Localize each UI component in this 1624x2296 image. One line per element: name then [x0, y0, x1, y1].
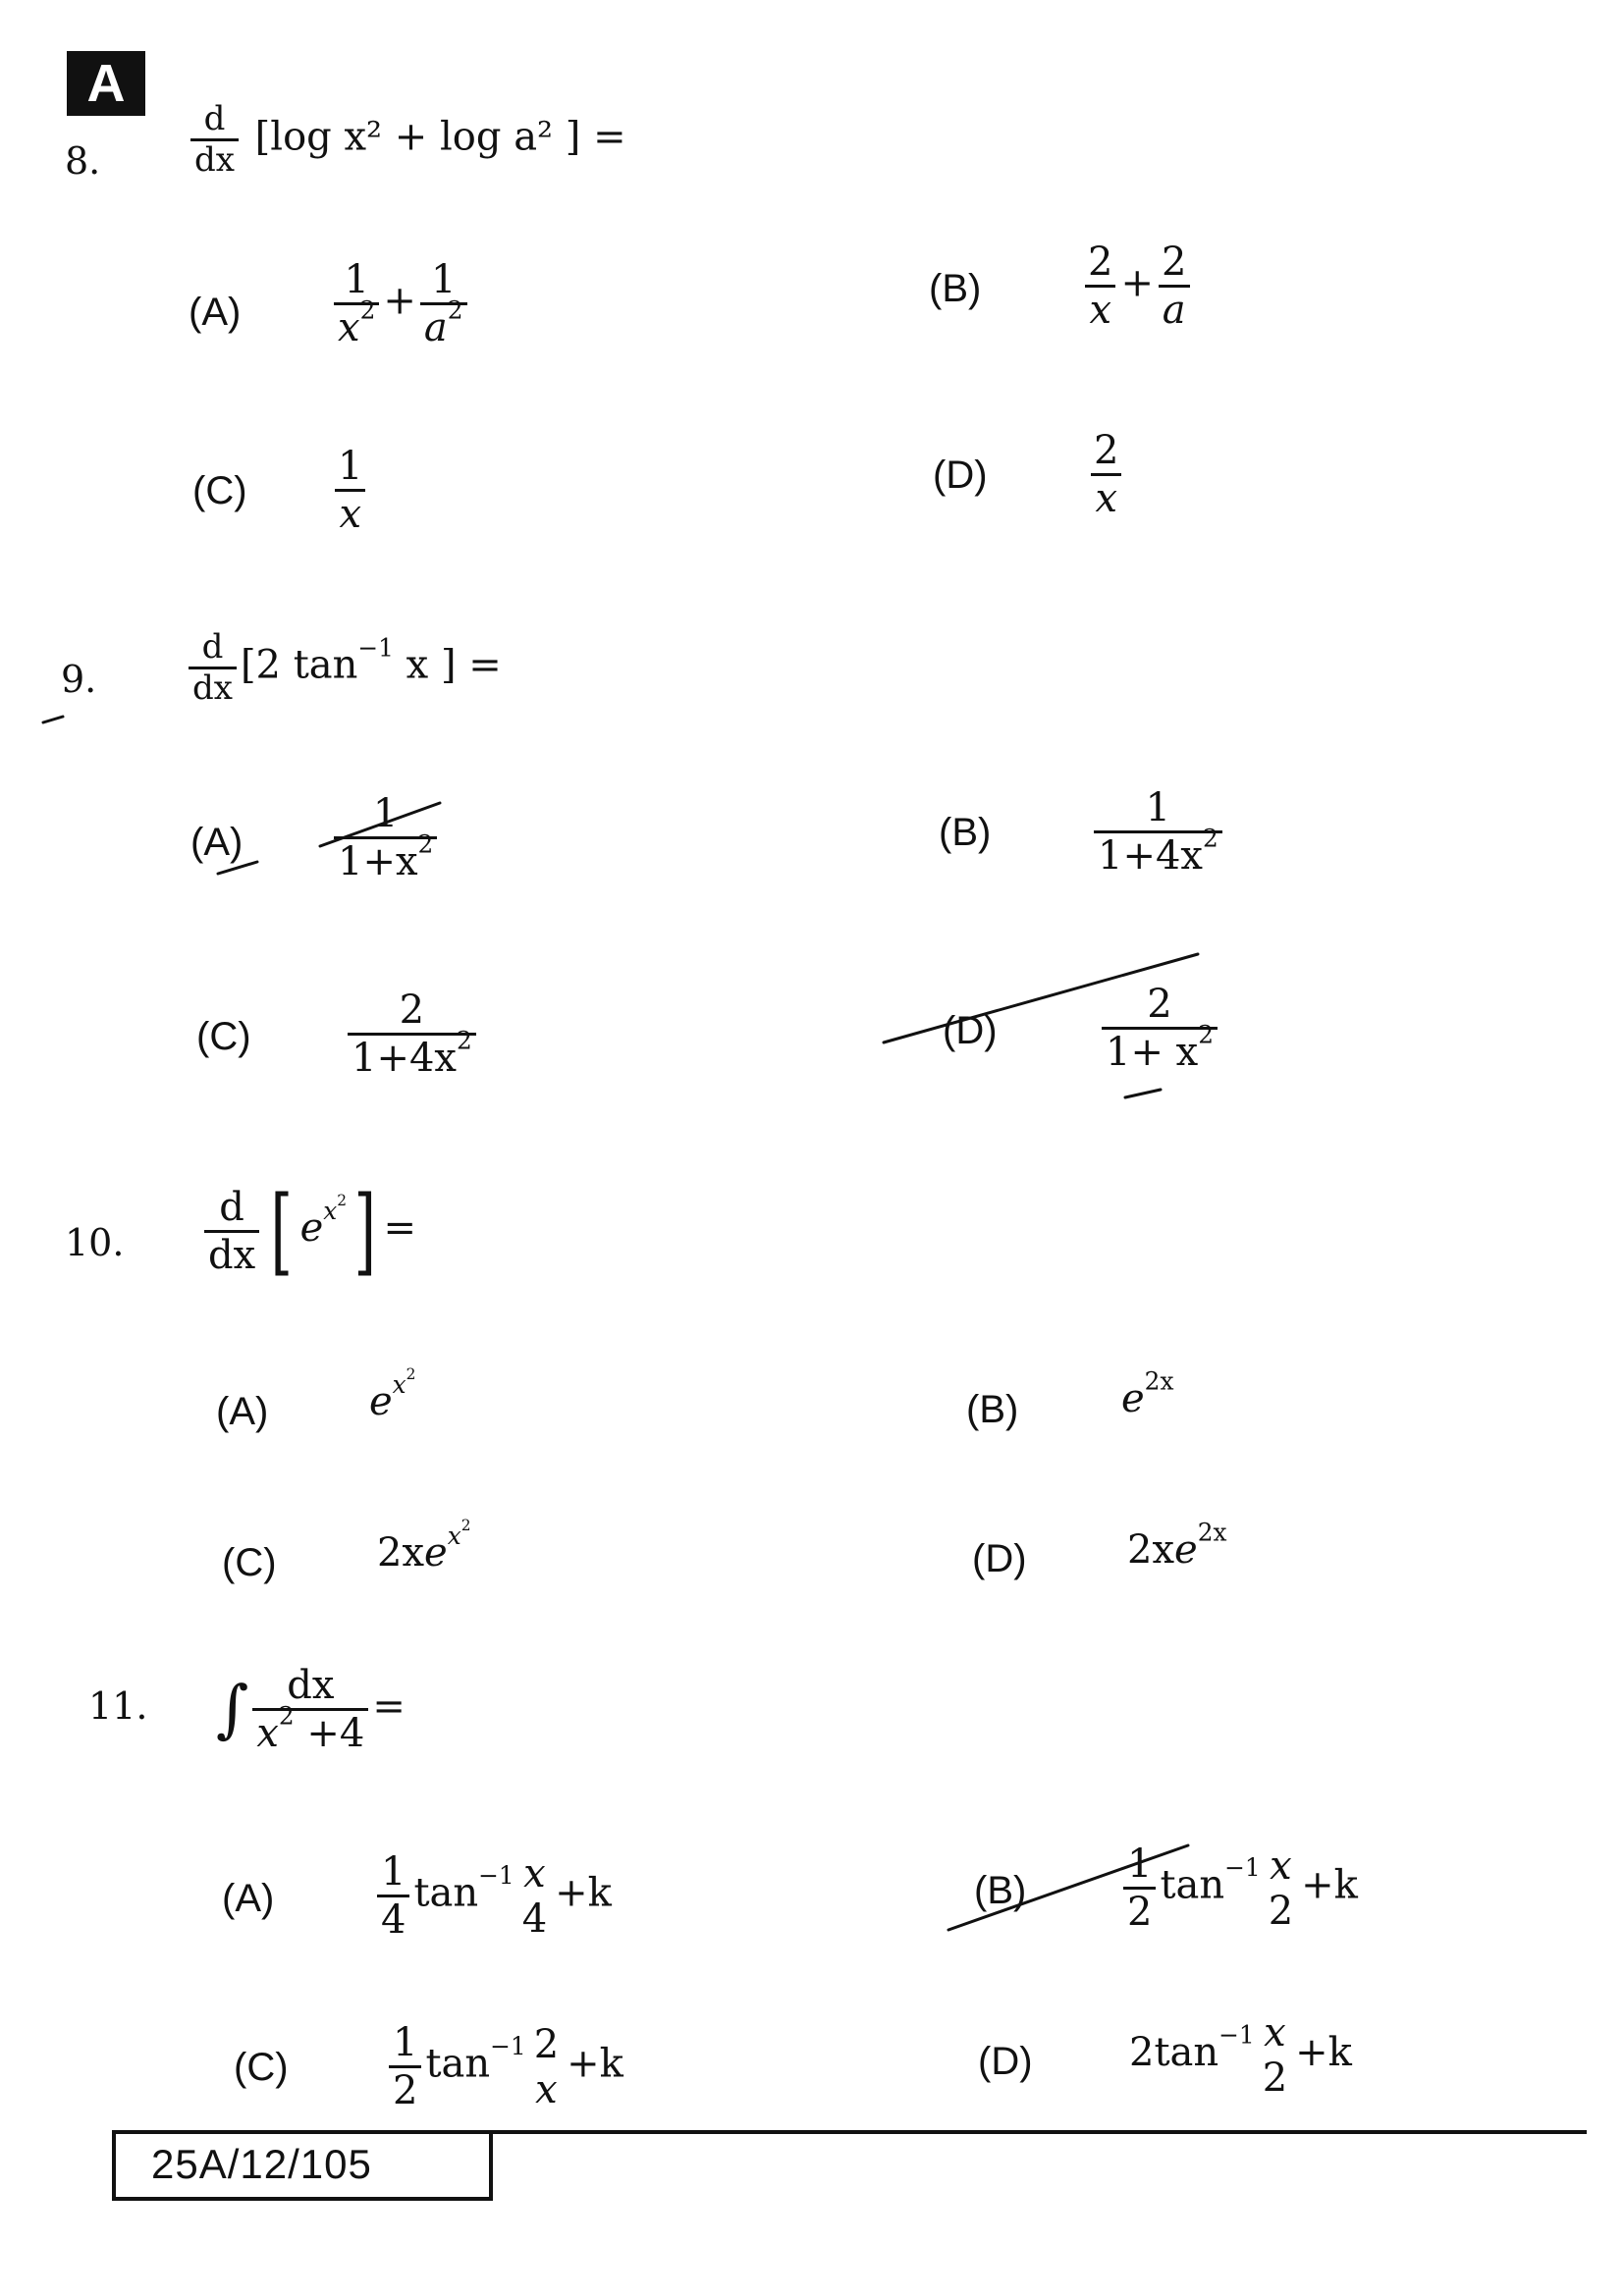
- exponent: −1: [490, 2032, 526, 2061]
- base: a: [423, 305, 448, 350]
- function-name: tan: [413, 1870, 479, 1916]
- section-badge: A: [67, 51, 145, 116]
- numerator: dx: [287, 1663, 335, 1708]
- denominator: 2: [1268, 1888, 1294, 1934]
- denominator-base: 1+ x: [1106, 1030, 1199, 1075]
- numerator: x: [523, 1850, 546, 1896]
- question-number: 11.: [88, 1684, 148, 1728]
- option-label: (C): [234, 2046, 289, 2089]
- option-expression: [1127, 1518, 1227, 1573]
- denominator: 2: [389, 2065, 421, 2113]
- denominator: [1094, 824, 1222, 879]
- numerator: 2: [1088, 240, 1113, 285]
- option-label: (D): [978, 2040, 1033, 2083]
- exponent: −1: [478, 1861, 514, 1891]
- option-label: (D): [972, 1537, 1027, 1580]
- exponent: 2: [1198, 1020, 1215, 1049]
- denominator-base: 1+x: [338, 839, 418, 884]
- left-bracket: [: [270, 1176, 294, 1286]
- derivative-dx: dx: [190, 138, 239, 180]
- question-stem: [187, 100, 626, 180]
- exponent: 2: [359, 295, 376, 325]
- constant-term: +k: [555, 1870, 612, 1916]
- coefficient: 2: [1129, 2030, 1155, 2075]
- denominator: 2: [1262, 2056, 1288, 2101]
- question-stem: [200, 1176, 417, 1286]
- function-name: tan: [1160, 1862, 1225, 1908]
- denominator: [420, 295, 467, 350]
- numerator: 1: [1127, 1842, 1153, 1887]
- exponent: −1: [1224, 1853, 1261, 1883]
- stem-prefix: [2 tan: [240, 642, 358, 688]
- exponent-power: 2: [337, 1191, 348, 1209]
- numerator: 1: [344, 257, 369, 302]
- option-expression: [1086, 428, 1126, 521]
- denominator: 4: [521, 1896, 548, 1942]
- option-underline-mark: [1125, 1090, 1161, 1097]
- option-expression: [330, 444, 370, 537]
- exponent: −1: [1218, 2020, 1255, 2050]
- option-label: (A): [216, 1390, 269, 1433]
- option-label: (D): [933, 454, 988, 497]
- margin-tick-mark: [43, 717, 63, 722]
- integral-sign: ∫: [216, 1673, 249, 1746]
- option-label: (A): [190, 821, 244, 864]
- option-expression: [1080, 240, 1194, 333]
- exponent: x: [392, 1369, 406, 1399]
- stem-suffix: x ] =: [393, 642, 502, 688]
- denominator-constant: +4: [294, 1711, 365, 1756]
- numerator: 1: [430, 257, 457, 302]
- denominator: [252, 1701, 368, 1756]
- option-expression: [377, 1517, 471, 1576]
- option-expression: [330, 791, 441, 884]
- base: e: [424, 1530, 448, 1576]
- option-expression: [385, 2020, 623, 2113]
- derivative-dx: dx: [189, 667, 237, 708]
- denominator: 2: [1123, 1887, 1156, 1935]
- derivative-operator: [189, 628, 237, 708]
- stem-expression: [log x² + log a² ] =: [254, 114, 626, 160]
- option-label: (B): [974, 1869, 1027, 1912]
- derivative-d: d: [201, 627, 224, 667]
- option-expression: [1121, 1366, 1174, 1421]
- option-expression: [344, 988, 480, 1081]
- question-stem: [216, 1663, 406, 1756]
- equals-sign: =: [372, 1683, 406, 1730]
- base: e: [1174, 1527, 1198, 1573]
- coefficient: 2x: [377, 1530, 425, 1576]
- option-expression: [369, 1365, 416, 1425]
- denominator: a: [1162, 288, 1186, 333]
- denominator: x: [339, 492, 361, 537]
- denominator: x: [1089, 288, 1111, 333]
- exponent: x: [323, 1196, 338, 1225]
- exponent-power: 2: [460, 1517, 471, 1534]
- option-label: (B): [929, 267, 982, 310]
- derivative-operator: [190, 100, 239, 180]
- derivative-dx: dx: [204, 1230, 259, 1278]
- option-expression: [1129, 2010, 1352, 2101]
- derivative-d: d: [219, 1184, 244, 1230]
- exponent: x: [447, 1521, 461, 1550]
- numerator: 2: [1147, 982, 1172, 1027]
- option-expression: [373, 1849, 612, 1943]
- exponent-power: 2: [406, 1365, 416, 1383]
- numerator: 2: [1161, 240, 1187, 285]
- numerator: 2: [1094, 428, 1119, 473]
- page-code: 25A/12/105: [112, 2132, 493, 2201]
- numerator: 1: [393, 2020, 418, 2065]
- denominator: [334, 829, 437, 884]
- option-label: (A): [222, 1877, 275, 1920]
- option-label: (B): [939, 811, 992, 854]
- denominator: 4: [377, 1895, 409, 1943]
- option-expression: [1098, 982, 1221, 1075]
- numerator: 1: [381, 1849, 406, 1895]
- base: e: [369, 1379, 393, 1425]
- denominator: [1102, 1020, 1218, 1075]
- option-label: (C): [196, 1015, 251, 1058]
- denominator: [334, 295, 379, 350]
- option-expression: [330, 257, 471, 350]
- constant-term: +k: [567, 2041, 623, 2087]
- option-label: (D): [943, 1009, 998, 1052]
- numerator: 1: [372, 791, 399, 836]
- numerator: x: [1264, 2010, 1286, 2056]
- question-number: 9.: [61, 658, 97, 701]
- denominator: x: [1095, 476, 1117, 521]
- exponent: −1: [357, 633, 394, 663]
- option-expression: [1090, 785, 1226, 879]
- right-bracket: ]: [353, 1176, 377, 1286]
- denominator: x: [535, 2066, 558, 2112]
- option-label: (B): [966, 1388, 1019, 1431]
- function-name: tan: [425, 2041, 491, 2087]
- function-name: tan: [1154, 2030, 1219, 2075]
- constant-term: +k: [1295, 2030, 1352, 2075]
- derivative-d: d: [203, 99, 226, 138]
- denominator-base: x: [256, 1711, 279, 1756]
- numerator: 1: [338, 444, 363, 489]
- base: e: [1121, 1376, 1145, 1421]
- operator: +: [383, 278, 416, 324]
- exponent: 2: [456, 1026, 472, 1055]
- question-number: 8.: [65, 139, 101, 183]
- option-label: (A): [189, 291, 242, 334]
- exponent: 2: [417, 829, 434, 859]
- exponent: 2: [1202, 824, 1218, 853]
- question-stem: [185, 628, 502, 708]
- denominator-base: 1+4x: [352, 1036, 457, 1081]
- equals-sign: =: [383, 1205, 417, 1251]
- base: x: [338, 305, 360, 350]
- exponent: 2: [447, 295, 463, 325]
- operator: +: [1120, 260, 1154, 306]
- numerator: 2: [533, 2021, 560, 2067]
- numerator: 2: [399, 988, 425, 1033]
- denominator: [348, 1026, 476, 1081]
- question-number: 10.: [65, 1221, 125, 1264]
- base: e: [299, 1205, 324, 1251]
- exponent: 2x: [1144, 1366, 1174, 1396]
- exponent: 2x: [1197, 1518, 1227, 1547]
- coefficient: 2x: [1127, 1527, 1175, 1573]
- option-label: (C): [222, 1541, 277, 1584]
- numerator: 1: [1145, 785, 1171, 830]
- numerator: x: [1270, 1842, 1292, 1889]
- derivative-operator: [204, 1185, 259, 1278]
- denominator-base: 1+4x: [1098, 833, 1203, 879]
- exponent: 2: [278, 1701, 295, 1731]
- option-label: (C): [192, 469, 247, 512]
- constant-term: +k: [1301, 1862, 1358, 1908]
- option-expression: [1119, 1842, 1358, 1935]
